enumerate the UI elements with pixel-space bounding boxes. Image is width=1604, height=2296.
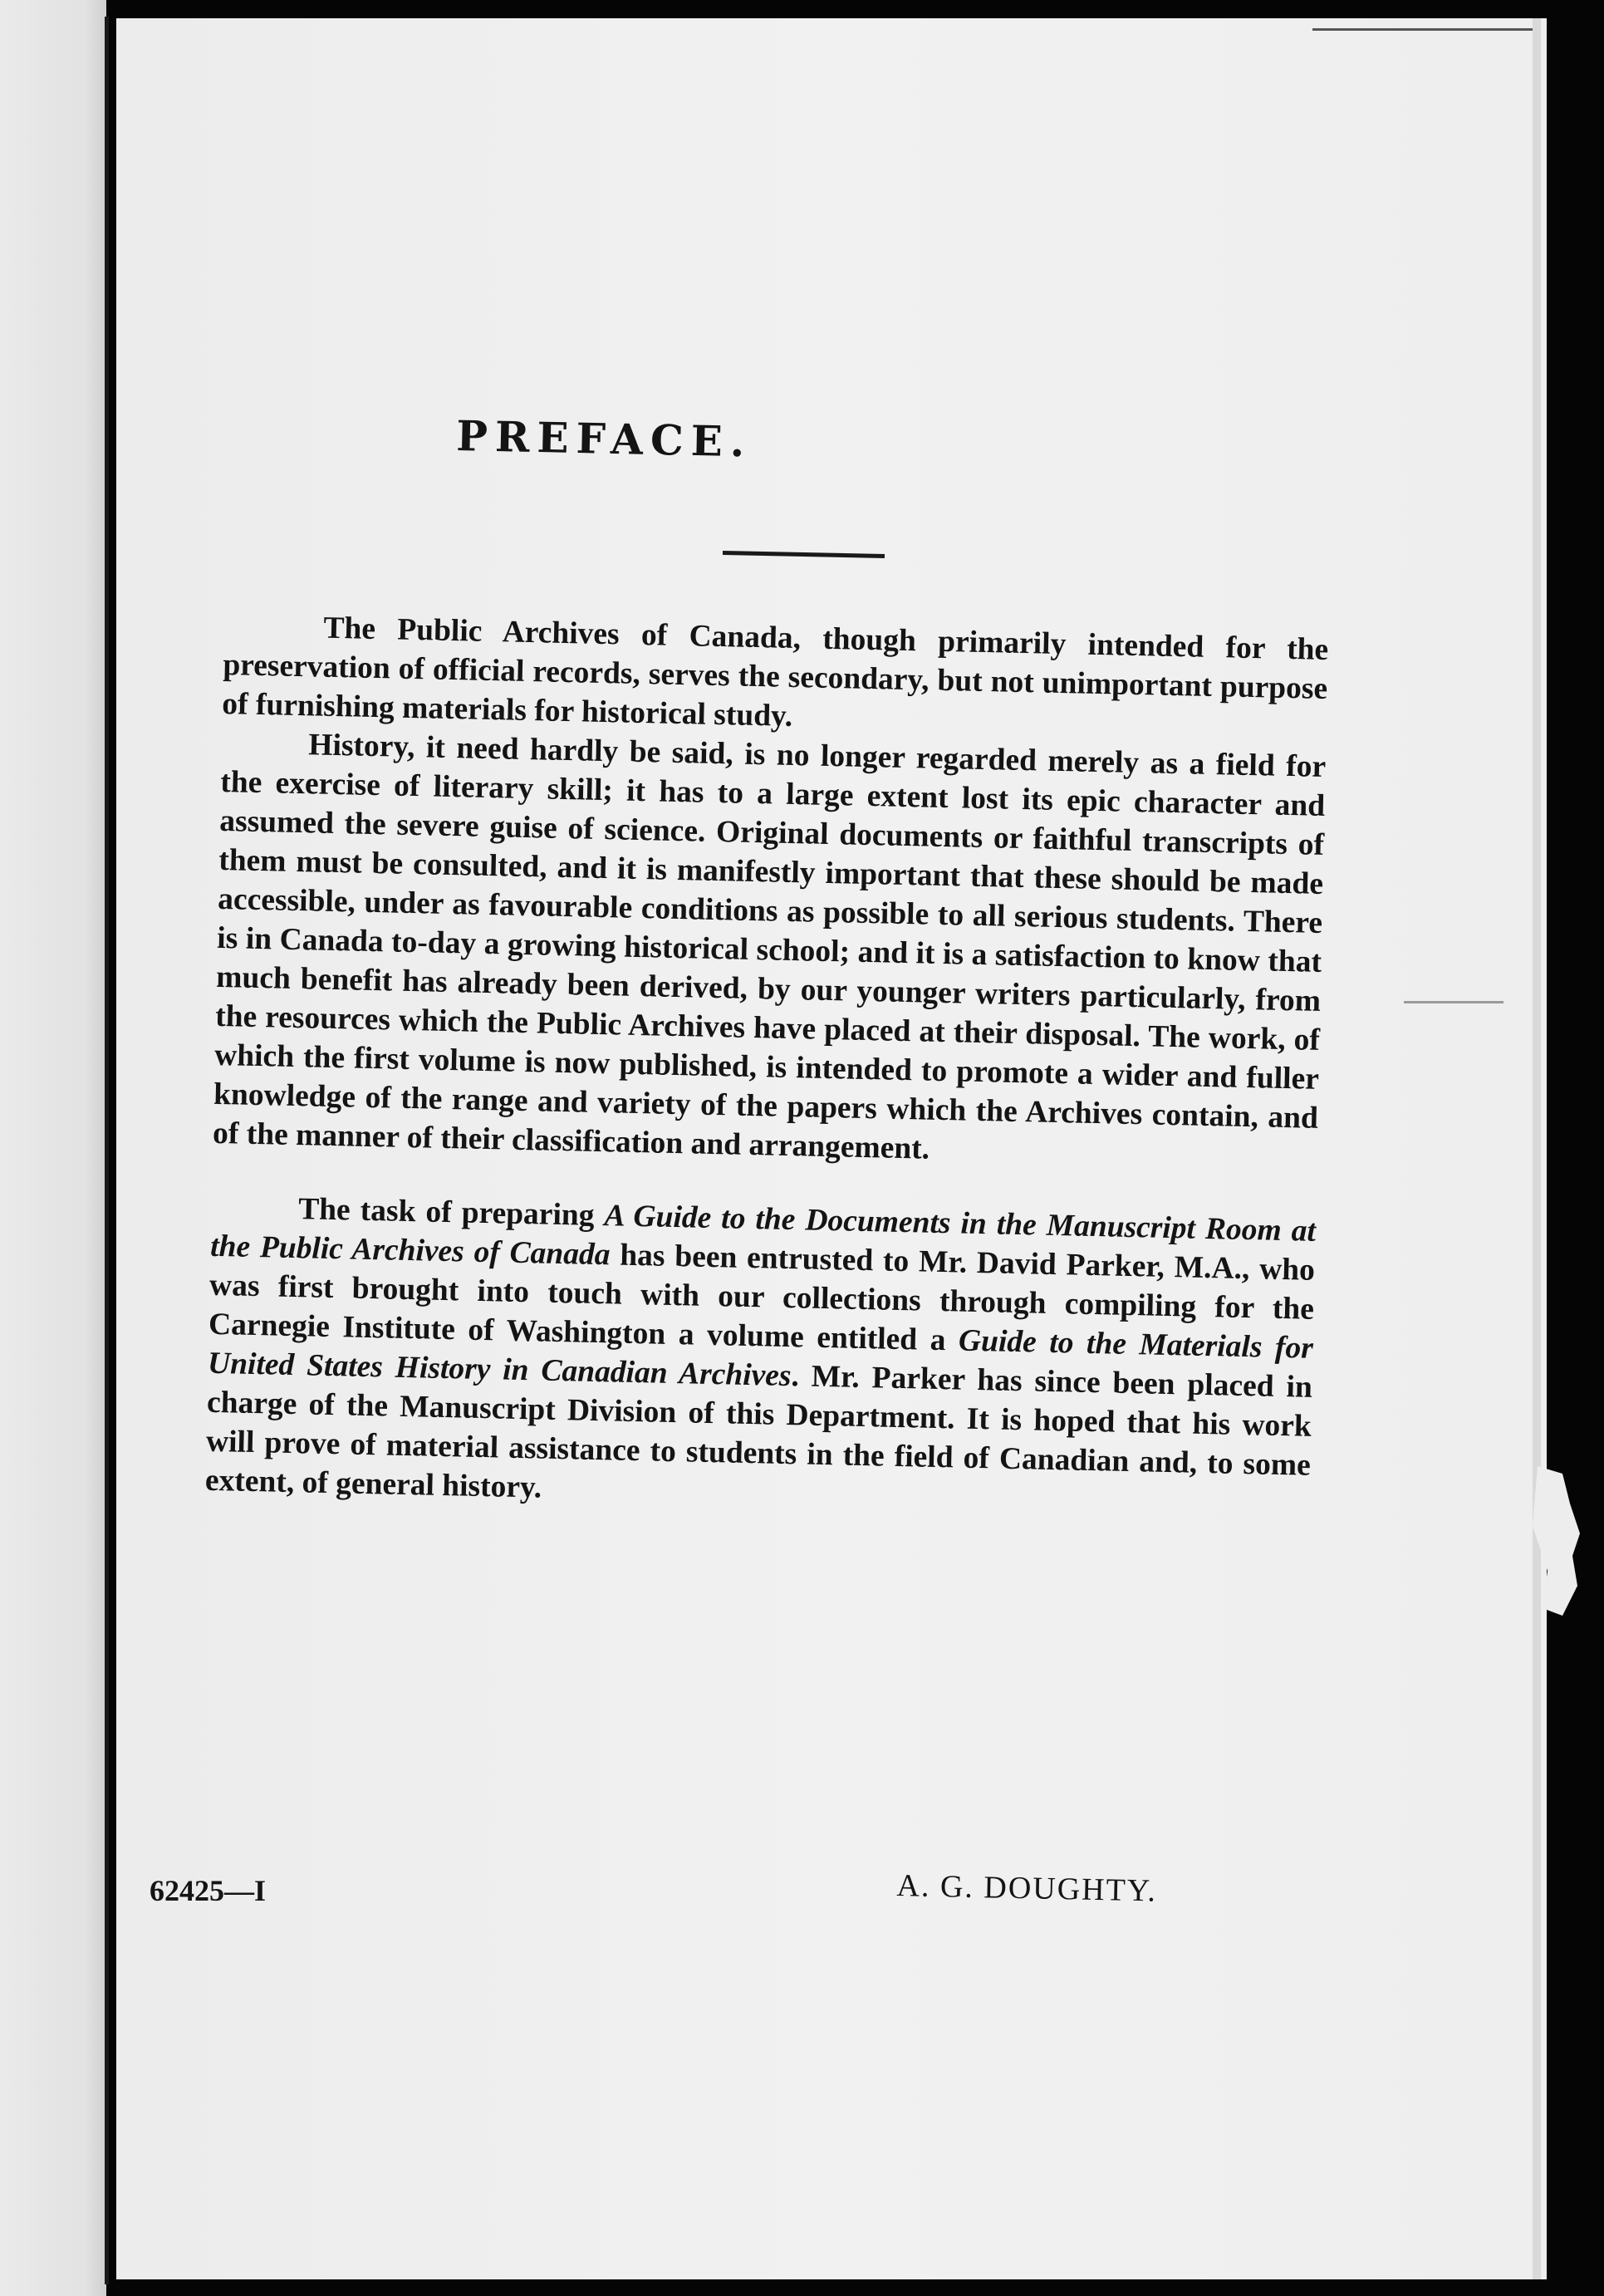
page-title: PREFACE.: [455, 411, 753, 467]
guide-title-us-history: Guide to the Materials for United States History in Canadian Archives: [207, 1323, 1314, 1394]
facing-page-edge: [0, 0, 106, 2296]
paragraph-3-part-a: The task of preparing: [297, 1192, 605, 1234]
page-top-edge-mark: [1312, 28, 1533, 31]
preface-body: [205, 606, 1329, 1524]
author-signature: A. G. DOUGHTY.: [896, 1867, 1158, 1909]
page-right-edge: [1533, 18, 1541, 2279]
margin-smudge: [1404, 1001, 1503, 1003]
binding-spine: [105, 17, 109, 2284]
paragraph-1: The Public Archives of Canada, though primarily intended for the preservation of official records, serves the secondary, but not unimportant purpose of furnishing materials for historical study.: [221, 611, 1329, 733]
guide-title-manuscript-room: A Guide to the Documents in the Manuscript Room at the Public Archives of Canada: [209, 1199, 1317, 1273]
printer-code: 62425—I: [150, 1874, 267, 1907]
paragraph-2: History, it need hardly be said, is no longer regarded merely as a field for the exercise of literary skill; it has to a large extent lost its epic character and assumed the severe guise of science. Original documents or faithful transcripts of them must be consulted, and it is manifestly important that these should be made accessible, under as favourable conditions as possible to all serious students. There is in Canada to-day a growing historical school; and it is a satisfaction to know that much benefit has already been derived, by our younger writers particularly, from the resources which the Public Archives have placed at their disposal. The work, of which the first volume is now published, is intended to promote a wider and fuller knowledge of the range and variety of the papers which the Archives contain, and of the manner of their classification and arrangement.: [212, 728, 1327, 1166]
paragraph-3: [205, 1188, 1317, 1524]
paragraph-3-part-c: . Mr. Parker has since been placed in charge of the Manuscript Division of this Department. It is hoped that his work will prove of material assistance to students in the field of Canadian and, to some extent, of general history.: [204, 1359, 1313, 1505]
paragraph-3-part-b: has been entrusted to Mr. David Parker, M.A., who was first brought into touch with our collections through compiling for the Carnegie Institute of Washington a volume entitled a: [208, 1238, 1316, 1358]
